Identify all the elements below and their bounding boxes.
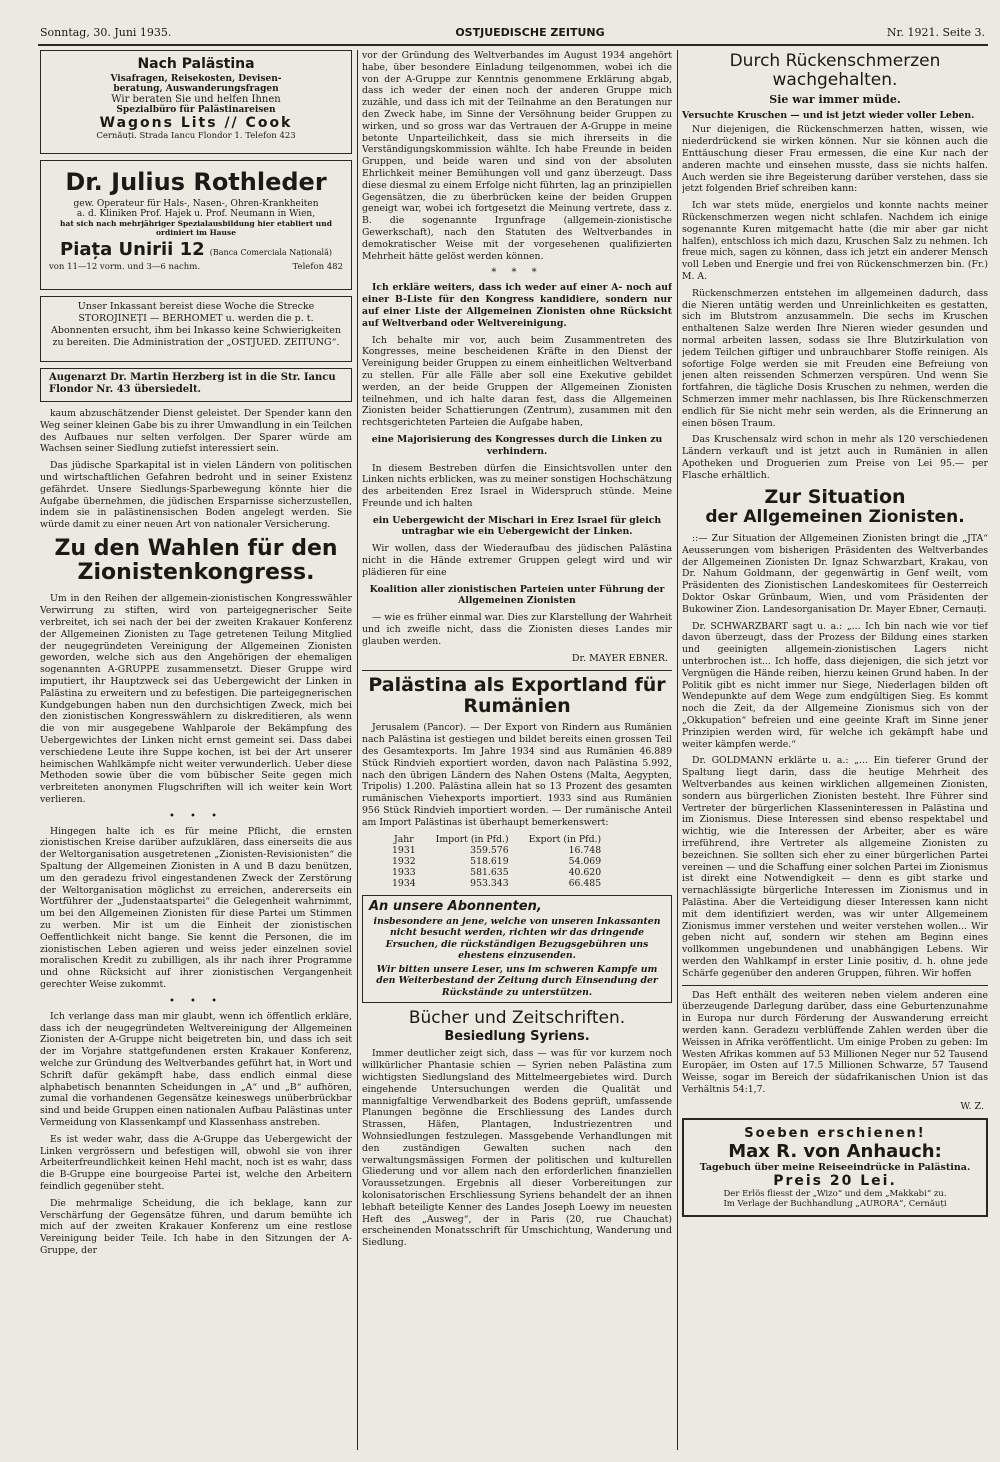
table-cell: 1932 bbox=[392, 855, 416, 867]
paragraph: Nur diejenigen, die Rückenschmerzen hatten, wissen, wie niederdrückend sie wirken können. Nur sie können auch die Enttäuschung dieser Frau ermessen, die eine Kur nach der anderen machte und einsehen musste, dass sie nichts halfen. Auch werden sie ihre Begeisterung darüber verstehen, dass sie jetzt folgenden Brief schreiben kann: bbox=[682, 124, 988, 195]
headline-situation-sub: der Allgemeinen Zionisten. bbox=[705, 507, 965, 528]
headline-exportland: Palästina als Exportland für Rumänien bbox=[368, 673, 666, 717]
ad-doctor-bank: (Banca Comerciala Națională) bbox=[209, 248, 332, 258]
paragraph-bold: eine Majorisierung des Kongresses durch die Linken zu verhindern. bbox=[371, 433, 663, 457]
column-right bbox=[682, 50, 988, 1455]
ad-doctor-phone: Telefon 482 bbox=[292, 262, 343, 273]
table-cell: 16.748 bbox=[568, 844, 602, 856]
signature-wz: W. Z. bbox=[960, 1100, 984, 1112]
column-left bbox=[40, 50, 352, 1455]
signature-ebner: Dr. MAYER EBNER. bbox=[571, 652, 668, 664]
ad-wagons-line: Visafragen, Reisekosten, Devisen- bbox=[110, 74, 282, 85]
section-divider: • • • bbox=[168, 995, 224, 1007]
paragraph: Das Kruschensalz wird schon in mehr als 120 verschiedenen Ländern verkauft und ist jetzt auch in Rumänien in allen Apotheken und Droguerien zum Preise von Lei 95.— per Flasche erhältlich. bbox=[682, 434, 988, 481]
paragraph-bold: ein Uebergewicht der Mischari in Erez Israel für gleich untragbar wie ein Uebergewicht der Linken. bbox=[372, 514, 662, 538]
subheadline-syrien: Besiedlung Syriens. bbox=[444, 1029, 590, 1045]
table-row bbox=[382, 867, 611, 878]
table-cell: 581.635 bbox=[470, 866, 509, 878]
paragraph: Ich war stets müde, energielos und konnte nachts meiner Rückenschmerzen wegen nicht schlafen. Nachdem ich einige sogenannte Kuren mitgemacht hatte (die mir aber gar nicht halfen), entschloss ich mich dazu, Kruschen Salz zu nehmen. Ich freue mich, sagen zu können, dass ich jetzt ein anderer Mensch voll Leben und Energie und frei von Rückenschmerzen bin. (Fr.) M. A. bbox=[682, 200, 988, 282]
divider bbox=[362, 670, 672, 671]
issue-date: Sonntag, 30. Juni 1935. bbox=[40, 26, 172, 39]
header-rule bbox=[38, 44, 988, 46]
table-cell: 1931 bbox=[392, 844, 416, 856]
paragraph: Dr. SCHWARZBART sagt u. a.: „... Ich bin nach wie vor tief davon überzeugt, dass der Prozess der Bildung eines starken und geeinigten allgemein-zionistischen Lagers nicht unterbrochen ist... Ich hoffe, dass diejenigen, die sich jetzt vor Vergnügen die Hände reiben, hierzu keinen Grund haben. In der Politik gibt es nicht immer nur Siege, Niederlagen bilden oft Wendepunkte auf dem Wege zum endgültigen Sieg. Es kommt noch die Zeit, da der Allgemeine Zionismus sich von der „Okkupation“ befreien und eine geeinte Kraft im Sinne jener Prinzipien werden wird, für welche ich gekämpft habe und weiter kämpfen werde.“ bbox=[682, 620, 988, 750]
subheadline-muede: Sie war immer müde. bbox=[769, 93, 901, 107]
headline-situation: Zur Situation bbox=[764, 486, 906, 509]
table-cell: 1933 bbox=[392, 866, 416, 878]
ad-wagons-line: Spezialbüro für Palästinareisen bbox=[116, 105, 276, 116]
table-cell: 518.619 bbox=[470, 855, 509, 867]
section-divider: • • • bbox=[168, 810, 224, 822]
ad-doctor-hours: von 11—12 vorm. und 3—6 nachm. bbox=[49, 262, 201, 273]
headline-buecher: Bücher und Zeitschriften. bbox=[408, 1008, 626, 1029]
notice-augenarzt: Augenarzt Dr. Martin Herzberg ist in die Str. Iancu Flondor Nr. 43 übersiedelt. bbox=[40, 368, 352, 402]
headline-rueckenschmerzen: Durch Rückenschmerzen wachgehalten. bbox=[729, 51, 941, 90]
ad-doctor-line: a. d. Kliniken Prof. Hajek u. Prof. Neumann in Wien, bbox=[76, 209, 316, 220]
table-header: Export (in Pfd.) bbox=[528, 833, 602, 845]
table-cell: 953.343 bbox=[470, 877, 509, 889]
ad-anhauch-price: Preis 20 Lei. bbox=[773, 1172, 897, 1189]
ad-anhauch-line: Der Erlös fliesst der „Wizo“ und dem „Makkabi“ zu. bbox=[723, 1188, 947, 1199]
paragraph: Ich behalte mir vor, auch beim Zusammentreten des Kongresses, meine bescheidenen Kräfte in den Dienst der Vereinigung beider Gruppen zu einem einheitlichen Weltverband zu stellen. Für alle Fälle aber soll eine Exekutive gebildet werden, an der beide Gruppen der Allgemeinen Zionisten teilnehmen, und ich halte daran fest, dass die Allgemeinen Zionisten beider Schattierungen (Zentrum), zusammen mit den rechtsgerichteten Parteien die Aufgabe haben, bbox=[362, 334, 672, 429]
ad-anhauch bbox=[682, 1118, 988, 1217]
ad-doctor-place: Piața Unirii 12 bbox=[60, 239, 205, 261]
paragraph-bold: Versuchte Kruschen — und ist jetzt wieder voller Leben. bbox=[682, 110, 975, 122]
notice-abonnenten bbox=[362, 895, 672, 1004]
headline-wahlen: Zu den Wahlen für den Zionistenkongress. bbox=[54, 535, 338, 586]
ad-anhauch-title: Tagebuch über meine Reiseeindrücke in Palästina. bbox=[699, 1161, 971, 1173]
paragraph: Rückenschmerzen entstehen im allgemeinen dadurch, dass die Nieren untätig werden und Unreinlichkeiten es gestatten, sich im Blutstrom anzusammeln. Die sechs im Kruschen enthaltenen Salze werden Ihre Nieren wieder gesunden und normal arbeiten lassen, sodass sie Ihre Blutzirkulation von jedem Teilchen giftiger und unbrauchbarer Stoffe reinigen. Als sofortige Folge werden sie mit Freuden eine Befreiung von jenen alten reissenden Schmerzen verspüren. Und wenn Sie fortfahren, die tägliche Dosis Kruschen zu nehmen, werden die Schmerzen immer mehr nachlassen, bis Ihre Rückenschmerzen endlich für Sie nicht mehr sein werden, als die Erinnerung an einen bösen Traum. bbox=[682, 287, 988, 429]
column-rule-1 bbox=[357, 50, 358, 1450]
notice-inkasso: Unser Inkassant bereist diese Woche die Strecke STOROJINEȚI — BERHOMET u. werden die p. t. Abonnenten ersucht, ihm bei Inkasso keine Schwierigkeiten zu bereiten. Die Administration der „OSTJUED. ZEITUNG“. bbox=[40, 296, 352, 362]
table-row bbox=[382, 878, 611, 889]
paragraph: vor der Gründung des Weltverbandes im August 1934 angehört habe, über besondere Einladung teilgenommen, wobei ich die von der A-Gruppe zur Kenntnis genommene Erklärung abgab, dass ich weder der einen noch der anderen Gruppe mich zuzähle, und dass ich mit der Teilnahme an den Beratungen nur den Zweck habe, im Sinne der Versöhnung beider Gruppen zu wirken, und so gross war das Vertrauen der A-Gruppe in meine betonte Unparteilichkeit, dass sie mich ihrerseits in die Verständigungskommission wählte. Ich habe Freunde in beiden Gruppen, und beide waren und sind von der absoluten Ehrlichkeit meiner Bemühungen voll und ganz überzeugt. Dass diese diesmal zu einem Erfolge nicht führten, lag an prinzipiellen Gegensätzen, die zu überbrücken keine der beiden Gruppen geneigt war, wobei ich fortgesetzt die Meinung vertrete, dass z. B. die sogenannte Irgunfrage (allgemein-zionistische Gewerkschaft), nach den Statuten des Weltverbandes in demokratischer Weise mit der vorgesehenen qualifizierten Mehrheit hätte gelöst werden können. bbox=[362, 50, 672, 262]
ad-doctor-name: Dr. Julius Rothleder bbox=[65, 168, 327, 196]
ad-wagons-title: Nach Palästina bbox=[137, 56, 255, 72]
paragraph: Wir wollen, dass der Wiederaufbau des jüdischen Palästina nicht in die Hände extremer Gruppen gelegt wird und wir plädieren für eine bbox=[362, 543, 672, 578]
ad-doctor bbox=[40, 160, 352, 290]
ad-anhauch-line: Im Verlage der Buchhandlung „AURORA“, Cernăuți bbox=[723, 1198, 947, 1209]
paragraph: kaum abzuschätzender Dienst geleistet. Der Spender kann den Weg seiner kleinen Gabe bis zu ihrer Umwandlung in ein Teilchen des Aufbaues nur selten verfolgen. Der Sparer würde am Wachsen seiner Siedlung zutiefst interessiert sein. bbox=[40, 408, 352, 455]
table-cell: 359.576 bbox=[470, 844, 509, 856]
paragraph: Das jüdische Sparkapital ist in vielen Ländern von politischen und wirtschaftlichen Gefahren bedroht und in seiner Existenz gefährdet. Unsere Siedlungs-Sparbewegung könnte hier die Aufgabe übernehmen, die jüdischen Ersparnisse sicherzustellen, indem sie in palästinensischen Boden angelegt werden. Sie würde damit zu einer neuen Art von nationaler Versicherung. bbox=[40, 460, 352, 531]
paragraph: Hingegen halte ich es für meine Pflicht, die ernsten zionistischen Kreise darüber aufzuklären, dass einerseits die aus der Weltorganisation ausgetretenen „Zionisten-Revisionisten“ die Spaltung der Allgemeinen Zionisten in A und B dazu benützen, um den geradezu frivol eingestandenen Zweck der Zerstörung der Weltorganisation möglichst zu erreichen, andererseits ein Wortführer der „Judenstaatspartei“ die Gelegenheit wahrnimmt, um bei den Allgemeinen Zionisten für diese Partei um Stimmen zu werben. Mir ist um die Einheit der zionistischen Oeffentlichkeit nicht bange. Sie kennt die Personen, die im zionistischen Leben agieren und weiss jeder einzelnen soviel moralischen Kredit zu zubilligen, als ihr nach ihrer Programme und ohne Rücksicht auf ihrer zionistischen Vergangenheit gerechter Weise zukommt. bbox=[40, 825, 352, 991]
paragraph-bold: Ich erkläre weiters, dass ich weder auf einer A- noch auf einer B-Liste für den Kongress kandidiere, sondern nur auf einer Liste der Allgemeinen Zionisten ohne Rücksicht auf Weltverband oder Weltvereinigung. bbox=[362, 282, 672, 329]
abo-heading: An unsere Abonnenten, bbox=[369, 898, 542, 914]
paragraph: Jerusalem (Pancor). — Der Export von Rindern aus Rumänien nach Palästina ist gestiegen und bildet bereits einen grossen Teil des Gesamtexports. Im Jahre 1934 sind aus Rumänien 46.889 Stück Rindvieh exportiert worden, davon nach Palästina 5.992, nach den übrigen Ländern des Nahen Ostens (Malta, Aegypten, Tripolis) 1.200. Palästina allein hat so 13 Prozent des gesamten rumänischen Viehexports importiert. 1933 sind aus Rumänien 956 Stück Rindvieh importiert worden. — Der rumänische Anteil am Import Palästinas ist überhaupt bemerkenswert: bbox=[362, 722, 672, 828]
table-cell: 66.485 bbox=[568, 877, 602, 889]
ad-anhauch-line: Soeben erschienen! bbox=[744, 1125, 926, 1141]
ad-doctor-line: hat sich nach mehrjähriger Spezialausbildung hier etabliert und ordiniert im Hause bbox=[60, 219, 332, 238]
ad-wagons-lits bbox=[40, 50, 352, 154]
table-cell: 40.620 bbox=[568, 866, 602, 878]
paragraph: Dr. GOLDMANN erklärte u. a.: „... Ein tieferer Grund der Spaltung liegt darin, dass die heutige Mehrheit des Weltverbandes aus keinen wirklichen allgemeinen Zionisten, sondern aus bürgerlichen Zionisten besteht. Ihre Führer sind Vertreter der bürgerlichen Klasseninteressen in Palästina und im Zionismus. Diese Interessen sind ebenso respektabel und wichtig, wie die Interessen der Arbeiter, aber es wäre irreführend, ihre Vertreter als allgemeine Zionisten zu bezeichnen. Sie sollten sich eher zu einer bürgerlichen Partei vereinen — und die Schaffung einer solchen Partei im Zionismus ist direkt eine Notwendigkeit — denn es gibt starke und vernachlässigte bürgerliche Interessen im Zionismus und in Palästina. Aber die Verteidigung dieser Interessen kann nicht mit dem identifiziert werden, was wir unter Allgemeinem Zionismus immer verstehen und weiter verstehen wollen... Wir geben nicht auf, sondern wir stehen am Beginn eines vollkommen ungebundenen und unabhängigen Lebens. Wir werden den Wahlkampf in erster Linie positiv, d. h. ohne jede Schärfe gegenüber den anderen Gruppen, führen. Wir hoffen bbox=[682, 755, 988, 979]
paragraph: Es ist weder wahr, dass die A-Gruppe das Uebergewicht der Linken vergrössern und befestigen will, obwohl sie von ihrer Arbeiterfreundlichkeit keinen Hehl macht, noch ist es wahr, dass die B-Gruppe eine bourgeoise Partei ist, welche den Arbeitern feindlich gegenüber steht. bbox=[40, 1133, 352, 1192]
paragraph: Immer deutlicher zeigt sich, dass — was für vor kurzem noch willkürlicher Phantasie schien — Syrien neben Palästina zum wichtigsten Siedlungsland des Mittelmeergebietes wird. Durch eingehende Untersuchungen werden die Qualität und mannigfaltige Verwendbarkeit des Bodens geprüft, umfassende Planungen begönne die Erschliessung des Landes durch Strassen, Häfen, Plantagen, Industriezentren und Wohnsiedlungen festzulegen. Massgebende Verhandlungen mit den zuständigen Gewalten suchen nach den verwaltungsmässigen Formen der politischen und kulturellen Gliederung und vor allem nach den erforderlichen finanziellen Voraussetzungen. Ergebnis all dieser Vorbereitungen zur kolonisatorischen Erschliessung Syriens behandelt der an ihnen lebhaft beteiligte Kenner des Landes Joseph Loewy im neuesten Heft des „Ausweg“, der in Paris (20, rue Chauchat) erscheinenden Monatsschrift für Umschichtung, Wanderung und Siedlung. bbox=[362, 1048, 672, 1249]
ad-wagons-brand: Wagons Lits // Cook bbox=[99, 115, 293, 132]
ad-anhauch-author: Max R. von Anhauch: bbox=[728, 1140, 942, 1162]
column-middle bbox=[362, 50, 672, 1455]
column-rule-2 bbox=[677, 50, 678, 1450]
ad-wagons-line: beratung, Auswanderungsfragen bbox=[113, 84, 279, 95]
paragraph: Das Heft enthält des weiteren neben vielem anderen eine überzeugende Darlegung darüber, dass eine Geburtenzunahme in Europa nur durch Förderung der Auswanderung erreicht werden kann. Geradezu verblüffende Zahlen werden über die Weissen in Afrika veröffentlicht. Um einige Proben zu geben: Im Westen Afrikas kommen auf 53 Millionen Neger nur 52 Tausend Europäer, im Osten auf 17.5 Millionen Schwarze, 57 Tausend Weisse, sogar im Bereich der südafrikanischen Union ist das Verhältnis 54:1,7. bbox=[682, 989, 988, 1095]
paragraph: — wie es früher einmal war. Dies zur Klarstellung der Wahrheit und ich zweifle nicht, dass die Zionisten dieses Landes mir glauben werden. bbox=[362, 612, 672, 647]
abo-text: Wir bitten unsere Leser, uns im schweren Kampfe um den Weiterbestand der Zeitung durch Einsendung der Rückstände zu unterstützen. bbox=[376, 963, 658, 998]
table-row bbox=[382, 856, 611, 867]
paragraph-bold: Koalition aller zionistischen Parteien unter Führung der Allgemeinen Zionisten bbox=[369, 583, 665, 607]
ad-doctor-line: gew. Operateur für Hals-, Nasen-, Ohren-Krankheiten bbox=[73, 199, 319, 210]
paragraph: Ich verlange dass man mir glaubt, wenn ich öffentlich erkläre, dass ich der neugegründeten Weltvereinigung der Allgemeinen Zionisten der A-Gruppe nicht beigetreten bin, und dass ich seit der im Vorjahre stattgefundenen ersten Krakauer Konferenz, welche zur Gründung des Weltverbandes geführt hat, in Wort und Schrift dafür gekämpft habe, dass endlich einmal diese alphabetisch benannten Scheidungen in „A“ und „B“ aufhören, zumal die vorhandenen Gegensätze keineswegs unüberbrückbar sind und beide Gruppen einen nationalen Aufbau Palästinas unter Vermeidung von Klassenkampf und Klassenhass anstreben. bbox=[40, 1010, 352, 1129]
ad-wagons-line: Wir beraten Sie und helfen Ihnen bbox=[111, 94, 281, 106]
table-row bbox=[382, 845, 611, 856]
divider bbox=[682, 985, 988, 986]
paragraph: ::— Zur Situation der Allgemeinen Zionisten bringt die „JTA“ Aeusserungen vom bisherigen Präsidenten des Weltverbandes der Allgemeinen Zionisten Dr. Ignaz Schwarzbart, Krakau, von Dr. Nahum Goldmann, der gegenwärtig in Genf weilt, vom Präsidenten des Zionistischen Landeskomitees für Oesterreich Doktor Oskar Grünbaum, Wien, und vom Präsidenten der Bukowiner Zion. Landesorganisation Dr. Mayer Ebner, Cernauți. bbox=[682, 533, 988, 615]
table-cell: 1934 bbox=[392, 877, 416, 889]
export-table bbox=[382, 834, 611, 889]
table-header: Import (in Pfd.) bbox=[435, 833, 509, 845]
table-cell: 54.069 bbox=[568, 855, 602, 867]
section-divider: * * * bbox=[491, 267, 543, 279]
paragraph: Um in den Reihen der allgemein-zionistischen Kongresswähler Verwirrung zu stiften, wird von parteigegnerischer Seite verbreitet, ich sei nach der bei der zweiten Krakauer Konferenz der Allgemeinen Zionisten zu Tage getretenen Teilung Mitglied der neugegründeten Vereinigung der Allgemeinen Zionisten geworden, welche sich aus den Angehörigen der ehemaligen sogenannten A-GRUPPE zusammensetzt. Dieser Gruppe wird imputiert, ihr Hauptzweck sei das Uebergewicht der Linken in Palästina zu erweitern und zu befestigen. Die parteigegnerischen Kundgebungen haben nun den durchsichtigen Zweck, mich bei den zionistischen Kongresswählern zu diskreditieren, als wenn die von mir ausgegebene Wahlparole der Bekämpfung des Uebergewichtes der Linken nicht ernst gemeint sei. Dass dabei verschiedene Leute ihre Suppe kochen, ist bei der Art unserer heimischen Wahlkämpfe nicht weiter verwunderlich. Ueber diese Methoden sowie über die vom bübischer Seite gegen mich verbreiteten anonymen Flugschriften will ich weiter kein Wort verlieren. bbox=[40, 593, 352, 805]
table-header: Jahr bbox=[393, 833, 414, 845]
ad-wagons-address: Cernăuți. Strada Iancu Flondor 1. Telefon 423 bbox=[96, 131, 296, 142]
page-number: Nr. 1921. Seite 3. bbox=[886, 26, 985, 39]
abo-text: insbesondere an jene, welche von unseren Inkassanten nicht besucht werden, richten wir das dringende Ersuchen, die rückständigen Bezugsgebühren uns ehestens einzusenden. bbox=[373, 915, 661, 962]
newspaper-title: OSTJUEDISCHE ZEITUNG bbox=[455, 26, 605, 39]
paragraph: In diesem Bestreben dürfen die Einsichtsvollen unter den Linken nichts erblicken, was zu meiner sonstigen Hochschätzung des arbeitenden Erez Israel in Widerspruch stünde. Meine Freunde und ich halten bbox=[362, 462, 672, 509]
paragraph: Die mehrmalige Scheidung, die ich beklage, kann zur Verschärfung der Gegensätze führen, und darum bemühte ich mich auf der zweiten Krakauer Konferenz um eine restlose Vereinigung beider Teile. Ich habe in den Sitzungen der A-Gruppe, der bbox=[40, 1197, 352, 1256]
